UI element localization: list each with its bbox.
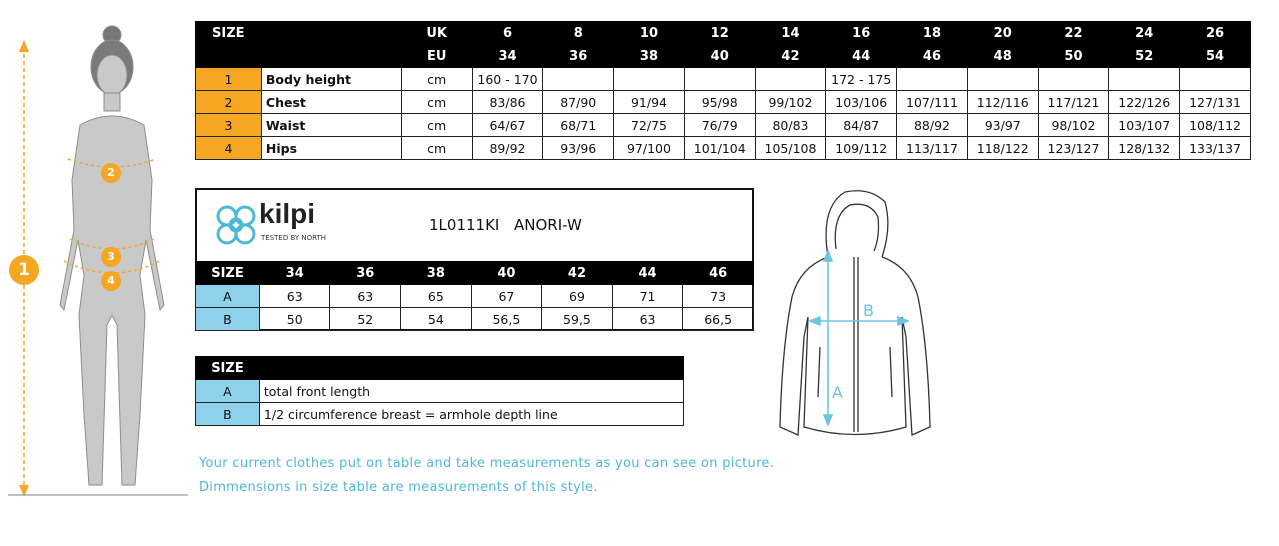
measurement-value: 93/96 xyxy=(543,137,614,160)
size-system-label: EU xyxy=(401,45,472,68)
product-size-table xyxy=(195,261,754,331)
note-line-1: Your current clothes put on table and take measurements as you can see on picture. xyxy=(199,456,775,471)
measurement-unit: cm xyxy=(401,68,472,91)
measurement-value: 97/100 xyxy=(614,137,685,160)
product-value: 52 xyxy=(330,308,401,331)
measurement-value xyxy=(967,68,1038,91)
product-value: 59,5 xyxy=(542,308,613,331)
measurement-value xyxy=(1109,68,1180,91)
product-size-cell: 42 xyxy=(542,262,613,285)
legend-row xyxy=(196,403,684,426)
measurement-value: 108/112 xyxy=(1180,114,1251,137)
product-value: 65 xyxy=(401,285,472,308)
size-table-row xyxy=(196,114,1251,137)
product-value: 67 xyxy=(471,285,542,308)
size-header-cell: 24 xyxy=(1109,22,1180,45)
kilpi-logo xyxy=(211,200,351,250)
product-size-cell: 38 xyxy=(401,262,472,285)
jacket-illustration xyxy=(770,187,935,449)
product-size-cell: 34 xyxy=(259,262,330,285)
size-table-row xyxy=(196,91,1251,114)
product-value: 71 xyxy=(612,285,683,308)
size-header-cell: 26 xyxy=(1180,22,1251,45)
size-header-cell: 34 xyxy=(472,45,543,68)
measurement-value: 103/107 xyxy=(1109,114,1180,137)
measurement-value: 118/122 xyxy=(967,137,1038,160)
measurement-name: Chest xyxy=(261,91,401,114)
note-line-2: Dimmensions in size table are measurements of this style. xyxy=(199,480,598,495)
measurement-value: 109/112 xyxy=(826,137,897,160)
product-value: 54 xyxy=(401,308,472,331)
legend-header-blank xyxy=(259,357,683,380)
product-model: ANORI-W xyxy=(514,216,582,234)
legend-text: total front length xyxy=(259,380,683,403)
size-header-cell: 14 xyxy=(755,22,826,45)
product-row-label: A xyxy=(196,285,260,308)
measurement-value: 88/92 xyxy=(897,114,968,137)
kilpi-knot-icon xyxy=(211,200,263,250)
measurement-value: 72/75 xyxy=(614,114,685,137)
product-size-label: SIZE xyxy=(196,262,260,285)
legend-row xyxy=(196,380,684,403)
measurement-value xyxy=(897,68,968,91)
size-header-cell: 8 xyxy=(543,22,614,45)
measurement-value: 107/111 xyxy=(897,91,968,114)
measurement-value: 93/97 xyxy=(967,114,1038,137)
product-size-cell: 36 xyxy=(330,262,401,285)
measurement-value: 89/92 xyxy=(472,137,543,160)
measurement-value: 122/126 xyxy=(1109,91,1180,114)
measurement-value: 105/108 xyxy=(755,137,826,160)
size-header-cell: 6 xyxy=(472,22,543,45)
product-table-box xyxy=(195,188,754,331)
size-header-row xyxy=(196,45,1251,68)
legend-text: 1/2 circumference breast = armhole depth line xyxy=(259,403,683,426)
measurement-value: 172 - 175 xyxy=(826,68,897,91)
size-header-label xyxy=(196,45,402,68)
product-row xyxy=(196,285,754,308)
size-header-cell: 10 xyxy=(614,22,685,45)
size-system-label: UK xyxy=(401,22,472,45)
measurement-value xyxy=(614,68,685,91)
measurement-number: 2 xyxy=(196,91,262,114)
measurement-value: 113/117 xyxy=(897,137,968,160)
body-measurement-figure xyxy=(0,15,195,500)
size-table-row xyxy=(196,137,1251,160)
size-header-cell: 36 xyxy=(543,45,614,68)
measurement-value: 103/106 xyxy=(826,91,897,114)
size-header-cell: 20 xyxy=(967,22,1038,45)
measurement-value: 160 - 170 xyxy=(472,68,543,91)
product-value: 63 xyxy=(330,285,401,308)
product-size-cell: 44 xyxy=(612,262,683,285)
measurement-value: 68/71 xyxy=(543,114,614,137)
measurement-number: 4 xyxy=(196,137,262,160)
measurement-value xyxy=(543,68,614,91)
marker-hips: 4 xyxy=(101,271,121,291)
size-header-cell: 22 xyxy=(1038,22,1109,45)
measurement-value: 91/94 xyxy=(614,91,685,114)
legend-table xyxy=(195,356,684,426)
measurement-value xyxy=(1038,68,1109,91)
size-table-row xyxy=(196,68,1251,91)
legend-label: A xyxy=(196,380,260,403)
size-header-cell: 44 xyxy=(826,45,897,68)
brand-tagline: TESTED BY NORTH xyxy=(261,234,327,242)
size-header-cell: 18 xyxy=(897,22,968,45)
measurement-unit: cm xyxy=(401,137,472,160)
marker-height: 1 xyxy=(9,255,39,285)
product-size-cell: 40 xyxy=(471,262,542,285)
measurement-value: 64/67 xyxy=(472,114,543,137)
product-row-label: B xyxy=(196,308,260,331)
measurement-name: Waist xyxy=(261,114,401,137)
measurement-unit: cm xyxy=(401,91,472,114)
marker-chest: 2 xyxy=(101,163,121,183)
jacket-label-b: B xyxy=(863,301,874,320)
measurement-value: 87/90 xyxy=(543,91,614,114)
size-header-cell: 54 xyxy=(1180,45,1251,68)
jacket-label-a: A xyxy=(832,383,843,402)
measurement-value xyxy=(1180,68,1251,91)
legend-label: B xyxy=(196,403,260,426)
size-header-row xyxy=(196,22,1251,45)
product-value: 56,5 xyxy=(471,308,542,331)
measurement-number: 3 xyxy=(196,114,262,137)
measurement-value: 83/86 xyxy=(472,91,543,114)
measurement-name: Hips xyxy=(261,137,401,160)
product-value: 73 xyxy=(683,285,754,308)
product-size-cell: 46 xyxy=(683,262,754,285)
product-value: 50 xyxy=(259,308,330,331)
product-value: 69 xyxy=(542,285,613,308)
measurement-value: 112/116 xyxy=(967,91,1038,114)
size-header-cell: 52 xyxy=(1109,45,1180,68)
measurement-value: 128/132 xyxy=(1109,137,1180,160)
measurement-unit: cm xyxy=(401,114,472,137)
size-header-cell: 16 xyxy=(826,22,897,45)
product-value: 63 xyxy=(259,285,330,308)
measurement-value: 98/102 xyxy=(1038,114,1109,137)
size-header-label: SIZE xyxy=(196,22,402,45)
measurement-value xyxy=(755,68,826,91)
measurement-value: 127/131 xyxy=(1180,91,1251,114)
size-header-cell: 38 xyxy=(614,45,685,68)
size-table xyxy=(195,21,1251,160)
size-header-cell: 42 xyxy=(755,45,826,68)
brand-name: kilpi xyxy=(259,198,316,229)
measurement-number: 1 xyxy=(196,68,262,91)
size-header-cell: 50 xyxy=(1038,45,1109,68)
measurement-value: 80/83 xyxy=(755,114,826,137)
measurement-value: 133/137 xyxy=(1180,137,1251,160)
product-code: 1L0111KI xyxy=(429,216,500,234)
size-header-cell: 48 xyxy=(967,45,1038,68)
product-value: 66,5 xyxy=(683,308,754,331)
marker-waist: 3 xyxy=(101,247,121,267)
product-row xyxy=(196,308,754,331)
measurement-value: 95/98 xyxy=(684,91,755,114)
legend-title: SIZE xyxy=(196,357,260,380)
legend-header-row xyxy=(196,357,684,380)
size-header-cell: 12 xyxy=(684,22,755,45)
measurement-value: 123/127 xyxy=(1038,137,1109,160)
size-header-cell: 40 xyxy=(684,45,755,68)
measurement-value: 84/87 xyxy=(826,114,897,137)
measurement-value: 76/79 xyxy=(684,114,755,137)
product-value: 63 xyxy=(612,308,683,331)
product-header-row xyxy=(196,262,754,285)
measurement-value: 99/102 xyxy=(755,91,826,114)
measurement-name: Body height xyxy=(261,68,401,91)
measurement-value xyxy=(684,68,755,91)
size-header-cell: 46 xyxy=(897,45,968,68)
measurement-value: 101/104 xyxy=(684,137,755,160)
measurement-value: 117/121 xyxy=(1038,91,1109,114)
